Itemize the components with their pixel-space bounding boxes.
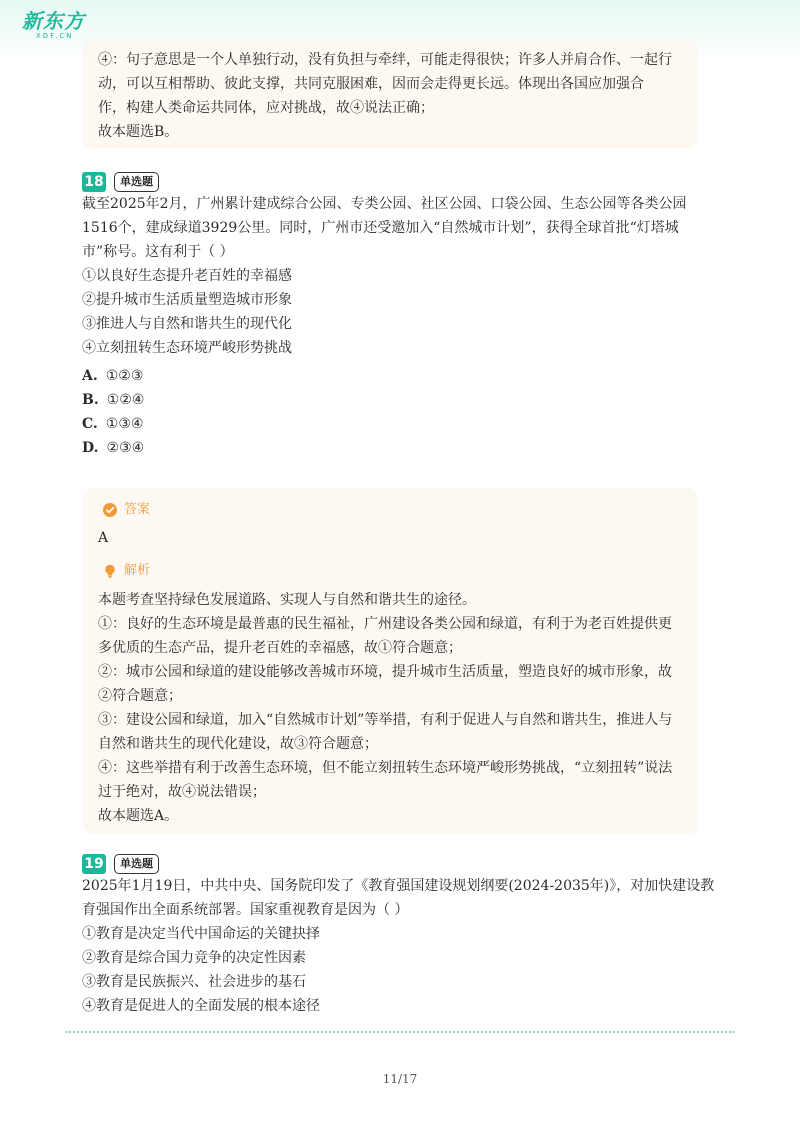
question-number-badge: 18 [82, 172, 106, 192]
analysis-line: ④：这些举措有利于改善生态环境，但不能立刻扭转生态环境严峻形势挑战，“立刻扭转”说法 [98, 760, 673, 776]
option-d: D. ②③④ [82, 440, 145, 456]
question-stem-line: 育强国作出全面系统部署。国家重视教育是因为（ ） [82, 902, 409, 918]
question-number-badge: 19 [82, 854, 106, 874]
question-stem-line: 2025年1月19日，中共中央、国务院印发了《教育强国建设规划纲要(2024-2035年)》，对加快建设教 [82, 878, 715, 894]
page-number: 11/17 [382, 1072, 418, 1086]
statement-item: ①以良好生态提升老百姓的幸福感 [82, 268, 292, 284]
prev-analysis-line: ④：句子意思是一个人单独行动，没有负担与牵绊，可能走得很快；许多人并肩合作、一起行 [98, 52, 672, 68]
answer-label: 答案 [124, 502, 151, 517]
analysis-line: 本题考查坚持绿色发展道路、实现人与自然和谐共生的途径。 [98, 592, 476, 608]
statement-item: ②教育是综合国力竞争的决定性因素 [82, 950, 306, 966]
answer-value: A [98, 530, 109, 546]
question-stem-line: 市”称号。这有利于（ ） [82, 244, 234, 260]
statement-item: ④教育是促进人的全面发展的根本途径 [82, 998, 320, 1014]
xdf-logo [22, 10, 92, 44]
check-circle-icon [103, 503, 117, 517]
prev-analysis-line: 动，可以互相帮助、彼此支撑，共同克服困难，因而会走得更长远。体现出各国应加强合 [98, 76, 644, 92]
lightbulb-icon [103, 564, 117, 578]
statement-item: ②提升城市生活质量塑造城市形象 [82, 292, 292, 308]
analysis-line: 多优质的生态产品，提升老百姓的幸福感，故①符合题意； [98, 640, 462, 656]
logo-text: 新东方 [22, 9, 85, 33]
analysis-line: 自然和谐共生的现代化建设，故③符合题意； [98, 736, 378, 752]
question-type-tag: 单选题 [114, 172, 159, 192]
analysis-line: ②符合题意； [98, 688, 182, 704]
question-stem-line: 截至2025年2月，广州累计建成综合公园、专类公园、社区公园、口袋公园、生态公园等各类公园 [82, 196, 687, 212]
statement-item: ④立刻扭转生态环境严峻形势挑战 [82, 340, 292, 356]
analysis-line: ③：建设公园和绿道，加入“自然城市计划”等举措，有利于促进人与自然和谐共生，推进人与 [98, 712, 673, 728]
question-type-tag: 单选题 [114, 854, 159, 874]
prev-analysis-line: 作，构建人类命运共同体，应对挑战，故④说法正确； [98, 100, 434, 116]
prev-analysis-line: 故本题选B。 [98, 124, 179, 140]
option-b: B. ①②④ [82, 392, 145, 408]
logo-subtext: XDF.CN [36, 32, 74, 40]
analysis-line: 故本题选A。 [98, 808, 179, 824]
dotted-divider [66, 1031, 734, 1033]
option-c: C. ①③④ [82, 416, 144, 432]
statement-item: ③推进人与自然和谐共生的现代化 [82, 316, 292, 332]
analysis-line: ①：良好的生态环境是最普惠的民生福祉，广州建设各类公园和绿道，有利于为老百姓提供更 [98, 616, 672, 632]
question-stem-line: 1516个，建成绿道3929公里。同时，广州市还受邀加入“自然城市计划”，获得全球首批“灯塔城 [82, 220, 679, 236]
option-a: A. ①②③ [82, 368, 144, 384]
analysis-label: 解析 [124, 563, 151, 578]
statement-item: ③教育是民族振兴、社会进步的基石 [82, 974, 306, 990]
analysis-line: 过于绝对，故④说法错误； [98, 784, 266, 800]
statement-item: ①教育是决定当代中国命运的关键抉择 [82, 926, 320, 942]
analysis-line: ②：城市公园和绿道的建设能够改善城市环境，提升城市生活质量，塑造良好的城市形象，故 [98, 664, 672, 680]
